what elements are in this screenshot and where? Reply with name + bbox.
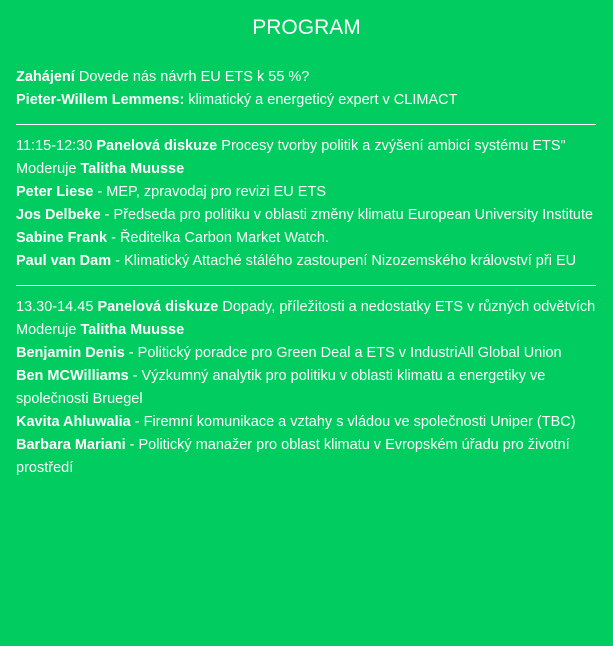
speaker-name: Paul van Dam — [16, 253, 112, 269]
speaker-line — [16, 204, 597, 227]
speaker-name: Ben MCWilliams — [16, 368, 129, 384]
opening-label: Zahájení — [16, 69, 75, 85]
section-divider — [16, 124, 596, 125]
panel-section-2 — [16, 296, 597, 480]
moderator-label: Moderuje — [16, 322, 81, 338]
opening-text: Dovede nás návrh EU ETS k 55 %? — [74, 69, 310, 85]
keynote-speaker-line — [16, 89, 597, 112]
moderator-name: Talitha Muusse — [80, 161, 185, 177]
moderator-line — [16, 158, 597, 181]
speaker-desc: - Firemní komunikace a vztahy s vládou ve společnosti Uniper (TBC) — [130, 414, 576, 430]
speaker-name: Kavita Ahluwalia — [16, 414, 131, 430]
speaker-line — [16, 411, 597, 434]
speaker-desc: - Politický manažer pro oblast klimatu v Evropském úřadu pro životní prostředí — [16, 437, 570, 476]
speaker-name: Sabine Frank — [16, 230, 108, 246]
panel-type: Panelová diskuze — [97, 299, 219, 315]
speaker-name: Peter Liese — [16, 184, 94, 200]
speaker-line — [16, 365, 597, 411]
moderator-label: Moderuje — [16, 161, 81, 177]
speaker-line — [16, 227, 597, 250]
speaker-desc: - Ředitelka Carbon Market Watch. — [107, 230, 329, 246]
speaker-line — [16, 434, 597, 480]
speaker-line — [16, 181, 597, 204]
panel-time: 11:15-12:30 — [16, 138, 97, 154]
panel-time: 13.30-14.45 — [16, 299, 98, 315]
panel-type: Panelová diskuze — [96, 138, 218, 154]
speaker-desc: - Výzkumný analytik pro politiku v oblasti klimatu a energetiky ve společnosti Bruegel — [16, 368, 546, 407]
panel-heading — [16, 296, 597, 319]
panel-topic: Dopady, příležitosti a nedostatky ETS v různých odvětvích — [218, 299, 596, 315]
page-title: PROGRAM — [252, 16, 361, 39]
speaker-name: Jos Delbeke — [16, 207, 101, 223]
section-divider — [16, 285, 596, 286]
moderator-line — [16, 319, 597, 342]
speaker-name: Benjamin Denis — [16, 345, 125, 361]
speaker-name: Barbara Mariani — [16, 437, 126, 453]
speaker-desc: - MEP, zpravodaj pro revizi EU ETS — [93, 184, 327, 200]
speaker-line — [16, 250, 597, 273]
panel-heading — [16, 135, 597, 158]
speaker-desc: - Politický poradce pro Green Deal a ETS v IndustriAll Global Union — [124, 345, 562, 361]
panel-section-1 — [16, 135, 597, 273]
opening-line — [16, 66, 597, 89]
speaker-line — [16, 342, 597, 365]
moderator-name: Talitha Muusse — [80, 322, 185, 338]
speaker-name: Pieter-Willem Lemmens: — [16, 92, 185, 108]
speaker-desc: - Klimatický Attaché stálého zastoupení Nizozemského království při EU — [111, 253, 577, 269]
speaker-desc: klimatický a energeticý expert v CLIMACT — [184, 92, 458, 108]
speaker-desc: - Předseda pro politiku v oblasti změny klimatu European University Institute — [100, 207, 594, 223]
panel-topic: Procesy tvorby politik a zvýšení ambicí systému ETS" — [217, 138, 566, 154]
intro-section — [16, 66, 597, 112]
